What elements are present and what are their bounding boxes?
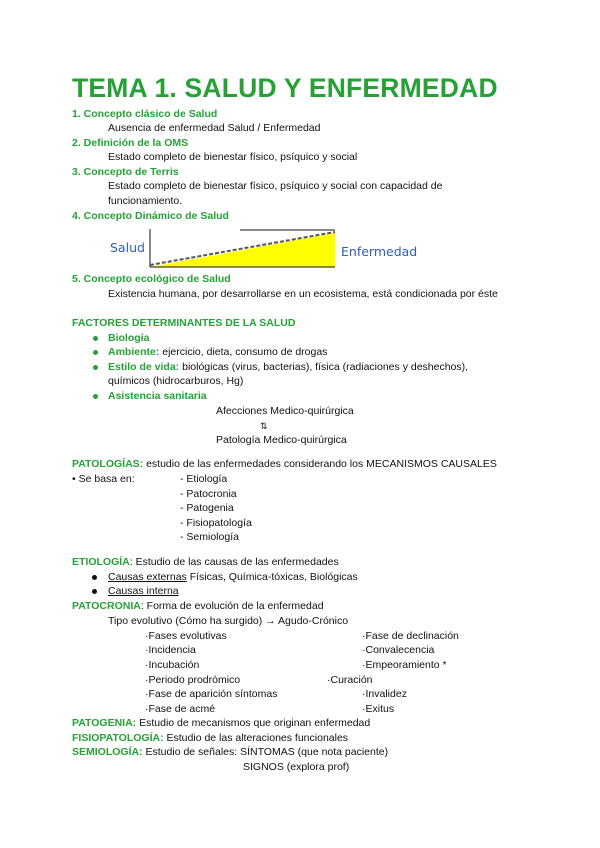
health-continuum-diagram (100, 224, 430, 272)
phase-right: ·Exitus (362, 703, 395, 715)
patocronia-label: PATOCRONIA (72, 600, 141, 612)
factor-asistencia: Asistencia sanitaria (108, 390, 207, 402)
phase-right: ·Empeoramiento * (362, 659, 447, 671)
etiologia-label: ETIOLOGÍA (72, 556, 130, 568)
bullet-icon (93, 394, 98, 399)
patologias-label: PATOLOGÍAS: (72, 458, 144, 470)
phase-right: ·Convalecencia (362, 644, 435, 656)
concept-3-heading: 3. Concepto de Terris (72, 166, 179, 178)
bullet-icon (93, 350, 98, 355)
fisiopatologia-text: Estudio de las alteraciones funcionales (163, 732, 349, 744)
factor-ambiente-text: ejercicio, dieta, consumo de drogas (159, 346, 328, 358)
signos-text: SIGNOS (explora prof) (243, 761, 350, 773)
semiologia-line (72, 746, 388, 759)
phase-left: ·Incubación (145, 659, 200, 671)
phase-left: ·Fase de acmé (145, 703, 216, 715)
bullet-icon (92, 575, 97, 580)
patologias-text: estudio de las enfermedades considerando los MECANISMOS CAUSALES (143, 458, 497, 470)
causas-externas-text: Físicas, Química-tóxicas, Biológicas (186, 571, 358, 583)
continuum-triangle (150, 233, 335, 267)
enfermedad-label: Enfermedad (341, 244, 418, 259)
semiologia-text: Estudio de señales: SÍNTOMAS (que nota paciente) (142, 746, 389, 758)
concept-1-text: Ausencia de enfermedad Salud / Enfermedad (108, 122, 321, 134)
patologia-mq-text: Patología Medico-quirúrgica (216, 434, 347, 446)
patogenia-label: PATOGENIA: (72, 717, 137, 729)
causas-interna-label: Causas interna (108, 585, 179, 597)
list-item: - Fisiopatología (180, 517, 252, 529)
etiologia-text: : Estudio de las causas de las enfermedades (129, 556, 339, 568)
list-item: - Patogenia (180, 502, 234, 514)
factor-estilo-text: biológicas (virus, bacterias), física (radiaciones y deshechos), (179, 361, 469, 373)
concept-2-heading: 2. Definición de la OMS (72, 137, 189, 149)
patogenia-line (72, 717, 370, 730)
afecciones-text: Afecciones Medico-quirúrgica (216, 405, 354, 417)
concept-4-heading: 4. Concepto Dinámico de Salud (72, 210, 229, 222)
phase-left: ·Fases evolutivas (145, 630, 227, 642)
phase-right: ·Fase de declinación (362, 630, 459, 642)
factor-estilo-cont: químicos (hidrocarburos, Hg) (108, 375, 244, 387)
concept-2-text: Estado completo de bienestar físico, psíquico y social (108, 151, 358, 163)
list-item: - Patocronia (180, 488, 237, 500)
phase-left: ·Incidencia (145, 644, 196, 656)
updown-arrow-icon: ⇅ (260, 421, 268, 431)
phase-left: ·Periodo prodrómico (145, 674, 241, 686)
concept-5-text: Existencia humana, por desarrollarse en un ecosistema, está condicionada por éste (108, 288, 498, 300)
patocronia-text: : Forma de evolución de la enfermedad (140, 600, 324, 612)
bullet-icon (92, 589, 97, 594)
salud-label: Salud (110, 240, 145, 255)
patocronia-line (72, 600, 324, 613)
fisiopatologia-label: FISIOPATOLOGÍA: (72, 732, 164, 744)
se-basa-en: • Se basa en: (72, 473, 135, 485)
factor-ambiente-label: Ambiente: (108, 346, 160, 358)
list-item: - Semiología (180, 531, 239, 543)
tipo-evolutivo: Tipo evolutivo (Cómo ha surgido) → Agudo-Crónico (108, 615, 349, 627)
bullet-icon (93, 365, 98, 370)
patogenia-text: Estudio de mecanismos que originan enfermedad (136, 717, 371, 729)
concept-3-text: Estado completo de bienestar físico, psíquico y social con capacidad de (108, 180, 443, 192)
concept-3-text-cont: funcionamiento. (108, 195, 183, 207)
bullet-icon (93, 336, 98, 341)
concept-5-heading: 5. Concepto ecológico de Salud (72, 273, 231, 285)
etiologia-line (72, 556, 339, 569)
causas-externas-line (108, 571, 358, 584)
factor-biologia: Biología (108, 332, 150, 344)
patologias-line (72, 458, 497, 471)
concept-1-heading: 1. Concepto clásico de Salud (72, 108, 218, 120)
factor-estilo (108, 361, 468, 374)
phase-left: ·Fase de aparición síntomas (145, 688, 278, 700)
causas-externas-label: Causas externas (108, 571, 187, 583)
list-item: - Etiología (180, 473, 228, 485)
fisiopatologia-line (72, 732, 348, 745)
page-title: TEMA 1. SALUD Y ENFERMEDAD (72, 73, 498, 103)
phase-right: ·Invalidez (362, 688, 407, 700)
semiologia-label: SEMIOLOGÍA: (72, 746, 143, 758)
factor-ambiente (108, 346, 327, 359)
phase-right: ·Curación (327, 674, 373, 686)
factors-heading: FACTORES DETERMINANTES DE LA SALUD (72, 317, 296, 329)
factor-estilo-label: Estilo de vida: (108, 361, 180, 373)
